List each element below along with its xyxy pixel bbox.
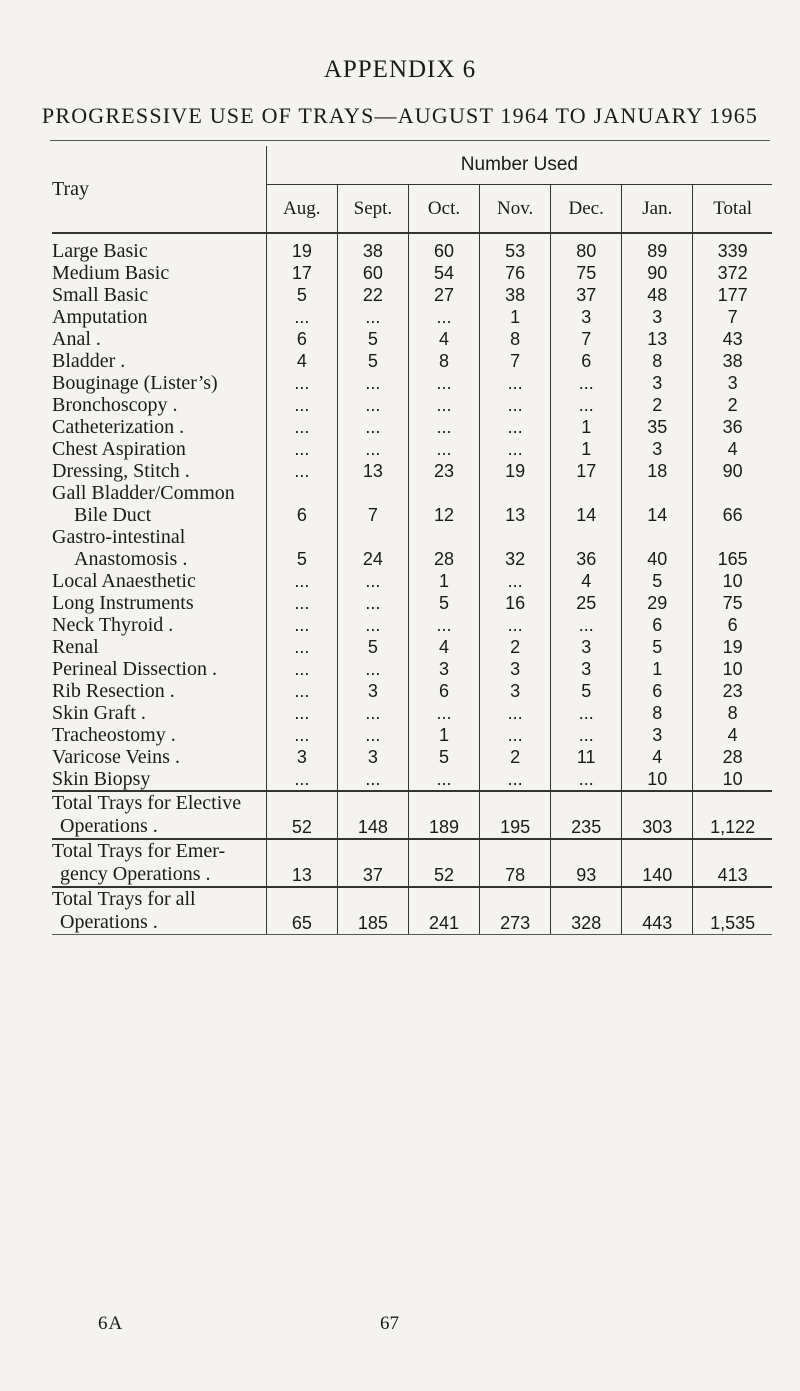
summary-label-line: Total Trays for Emer-	[52, 840, 226, 862]
tray-name: Tracheostomy .	[52, 724, 266, 746]
count-cell: ...	[408, 306, 479, 328]
count-cell: 6	[622, 680, 693, 702]
tray-name: Gastro-intestinal	[52, 526, 266, 548]
count-cell: ...	[551, 614, 622, 636]
count-cell: 28	[408, 548, 479, 570]
count-cell: 16	[480, 592, 551, 614]
count-cell: ...	[337, 416, 408, 438]
count-cell: ...	[408, 416, 479, 438]
count-cell: 5	[337, 636, 408, 658]
count-cell: ...	[337, 306, 408, 328]
count-cell: 3	[622, 306, 693, 328]
count-cell: 13	[622, 328, 693, 350]
table-row	[52, 526, 772, 548]
count-cell: ...	[337, 570, 408, 592]
count-cell: 5	[266, 284, 337, 306]
count-cell: ...	[266, 724, 337, 746]
month-header: Nov.	[480, 185, 551, 233]
count-cell: 32	[480, 548, 551, 570]
summary-count-cell: 52	[408, 839, 479, 887]
table-row	[52, 504, 772, 526]
count-cell: 8	[408, 350, 479, 372]
count-cell: ...	[551, 702, 622, 724]
summary-row	[52, 839, 772, 887]
month-header: Oct.	[408, 185, 479, 233]
count-cell: 4	[622, 746, 693, 768]
table-row	[52, 746, 772, 768]
number-used-header: Number Used	[266, 146, 772, 185]
count-cell: 1	[408, 570, 479, 592]
count-cell: 3	[551, 306, 622, 328]
count-cell: 76	[480, 262, 551, 284]
count-cell: ...	[480, 614, 551, 636]
count-cell: 1	[408, 724, 479, 746]
count-cell: 10	[722, 659, 743, 679]
appendix-heading: APPENDIX 6	[323, 56, 477, 83]
tray-column-header: Tray	[52, 146, 266, 233]
month-header: Total	[693, 185, 772, 233]
count-cell: ...	[480, 416, 551, 438]
count-cell	[266, 482, 337, 504]
count-cell: 23	[408, 460, 479, 482]
count-cell	[551, 526, 622, 548]
table-row	[52, 416, 772, 438]
count-cell: ...	[408, 768, 479, 791]
count-cell: 43	[722, 329, 743, 349]
count-cell: 7	[727, 307, 738, 327]
tray-name: Perineal Dissection .	[52, 658, 266, 680]
count-cell: 4	[408, 328, 479, 350]
count-cell: 4	[408, 636, 479, 658]
table-row	[52, 306, 772, 328]
summary-count-cell: 65	[266, 887, 337, 935]
tray-name: Bronchoscopy .	[52, 394, 266, 416]
count-cell: ...	[266, 636, 337, 658]
summary-label-line: Operations .	[60, 815, 158, 837]
count-cell	[480, 526, 551, 548]
tray-name: Varicose Veins .	[52, 746, 266, 768]
summary-count-cell: 241	[408, 887, 479, 935]
count-cell: 25	[551, 592, 622, 614]
count-cell: 2	[622, 394, 693, 416]
count-cell: ...	[266, 570, 337, 592]
count-cell: 3	[337, 680, 408, 702]
count-cell: 5	[551, 680, 622, 702]
count-cell: ...	[408, 372, 479, 394]
count-cell: 38	[722, 351, 743, 371]
tray-name: Skin Biopsy	[52, 768, 266, 791]
count-cell: 5	[337, 350, 408, 372]
count-cell: ...	[266, 658, 337, 680]
count-cell	[337, 526, 408, 548]
month-header: Dec.	[551, 185, 622, 233]
count-cell: ...	[480, 438, 551, 460]
tray-name: Renal	[52, 636, 266, 658]
count-cell: ...	[337, 372, 408, 394]
count-cell: 11	[551, 746, 622, 768]
count-cell: 4	[727, 439, 738, 459]
summary-count-cell: 328	[551, 887, 622, 935]
tray-name: Rib Resection .	[52, 680, 266, 702]
month-header: Jan.	[622, 185, 693, 233]
summary-count-cell: 273	[480, 887, 551, 935]
count-cell: 10	[622, 768, 693, 791]
table-row	[52, 328, 772, 350]
count-cell: 10	[722, 769, 743, 789]
count-cell: 4	[266, 350, 337, 372]
table-row	[52, 548, 772, 570]
table-row	[52, 768, 772, 791]
summary-count-cell: 195	[480, 791, 551, 839]
count-cell: 8	[622, 702, 693, 724]
count-cell: 1	[551, 416, 622, 438]
count-cell	[408, 482, 479, 504]
count-cell: 165	[717, 549, 748, 569]
summary-row	[52, 887, 772, 935]
count-cell: ...	[337, 768, 408, 791]
count-cell: 89	[622, 233, 693, 262]
tray-name: Bladder .	[52, 350, 266, 372]
tray-name: Catheterization .	[52, 416, 266, 438]
month-header: Aug.	[266, 185, 337, 233]
month-header: Sept.	[337, 185, 408, 233]
tray-name: Amputation	[52, 306, 266, 328]
summary-count-cell: 443	[622, 887, 693, 935]
count-cell	[622, 526, 693, 548]
count-cell: ...	[551, 768, 622, 791]
count-cell: ...	[408, 614, 479, 636]
count-cell: 3	[551, 658, 622, 680]
count-cell: 8	[622, 350, 693, 372]
table-row	[52, 614, 772, 636]
count-cell: ...	[266, 592, 337, 614]
count-cell: 3	[622, 438, 693, 460]
count-cell: 3	[408, 658, 479, 680]
table-row	[52, 233, 772, 262]
summary-count-cell: 1,535	[693, 887, 772, 935]
count-cell: 35	[622, 416, 693, 438]
count-cell: 3	[622, 724, 693, 746]
count-cell: 60	[408, 233, 479, 262]
count-cell	[266, 526, 337, 548]
count-cell: 19	[722, 637, 743, 657]
count-cell: 24	[337, 548, 408, 570]
count-cell: 23	[722, 681, 743, 701]
count-cell: 13	[480, 504, 551, 526]
count-cell: 339	[717, 241, 748, 261]
count-cell: 3	[727, 373, 738, 393]
count-cell: ...	[266, 702, 337, 724]
tray-name: Bouginage (Lister’s)	[52, 372, 266, 394]
count-cell: ...	[337, 394, 408, 416]
count-cell: 19	[266, 233, 337, 262]
count-cell: 6	[551, 350, 622, 372]
count-cell: 7	[551, 328, 622, 350]
summary-count-cell: 1,122	[693, 791, 772, 839]
count-cell: 3	[622, 372, 693, 394]
count-cell: 36	[722, 417, 743, 437]
count-cell: 37	[551, 284, 622, 306]
count-cell: 90	[622, 262, 693, 284]
count-cell: ...	[480, 570, 551, 592]
count-cell: 3	[337, 746, 408, 768]
count-cell: ...	[480, 724, 551, 746]
count-cell: ...	[551, 372, 622, 394]
count-cell: 17	[551, 460, 622, 482]
count-cell: 90	[722, 461, 743, 481]
count-cell: 7	[337, 504, 408, 526]
tray-name: Skin Graft .	[52, 702, 266, 724]
count-cell: ...	[408, 394, 479, 416]
summary-label	[52, 791, 266, 839]
count-cell: ...	[266, 394, 337, 416]
count-cell: ...	[551, 394, 622, 416]
count-cell: ...	[337, 658, 408, 680]
count-cell: ...	[266, 372, 337, 394]
count-cell: 6	[266, 504, 337, 526]
count-cell: ...	[551, 724, 622, 746]
count-cell: ...	[266, 306, 337, 328]
table-row	[52, 592, 772, 614]
table-row	[52, 724, 772, 746]
count-cell	[337, 482, 408, 504]
tray-name: Anal .	[52, 328, 266, 350]
count-cell: ...	[480, 768, 551, 791]
count-cell: 5	[622, 570, 693, 592]
count-cell: 28	[722, 747, 743, 767]
summary-count-cell: 413	[693, 839, 772, 887]
count-cell: 8	[727, 703, 738, 723]
tray-name: Anastomosis .	[52, 548, 266, 570]
count-cell: 3	[480, 680, 551, 702]
summary-label-line: Total Trays for all	[52, 888, 196, 910]
tray-name: Gall Bladder/Common	[52, 482, 266, 504]
summary-label	[52, 839, 266, 887]
page-number: 67	[380, 1313, 399, 1334]
count-cell: 80	[551, 233, 622, 262]
summary-label-line: gency Operations .	[60, 863, 211, 885]
summary-count-cell: 93	[551, 839, 622, 887]
count-cell: 3	[480, 658, 551, 680]
count-cell: 36	[551, 548, 622, 570]
count-cell: 6	[727, 615, 738, 635]
summary-label-line: Total Trays for Elective	[52, 792, 242, 814]
tray-usage-table	[52, 146, 772, 935]
count-cell: 372	[717, 263, 748, 283]
count-cell: 38	[337, 233, 408, 262]
count-cell: 18	[622, 460, 693, 482]
tray-rows	[52, 233, 772, 935]
summary-label-line: Operations .	[60, 911, 158, 933]
count-cell: ...	[480, 372, 551, 394]
table-row	[52, 460, 772, 482]
tray-name: Chest Aspiration	[52, 438, 266, 460]
count-cell	[693, 482, 772, 504]
count-cell: 1	[551, 438, 622, 460]
tray-name: Small Basic	[52, 284, 266, 306]
tray-name: Large Basic	[52, 233, 266, 262]
count-cell: 2	[480, 636, 551, 658]
count-cell: 22	[337, 284, 408, 306]
count-cell: 3	[551, 636, 622, 658]
count-cell: 5	[622, 636, 693, 658]
summary-label	[52, 887, 266, 935]
count-cell: 48	[622, 284, 693, 306]
count-cell	[693, 526, 772, 548]
summary-count-cell: 185	[337, 887, 408, 935]
summary-count-cell: 52	[266, 791, 337, 839]
count-cell: 10	[722, 571, 743, 591]
count-cell: 7	[480, 350, 551, 372]
count-cell: ...	[266, 416, 337, 438]
count-cell: 53	[480, 233, 551, 262]
count-cell	[622, 482, 693, 504]
tray-name: Neck Thyroid .	[52, 614, 266, 636]
count-cell: 6	[408, 680, 479, 702]
tray-name: Local Anaesthetic	[52, 570, 266, 592]
table-row	[52, 350, 772, 372]
count-cell: 66	[722, 505, 743, 525]
table-row	[52, 658, 772, 680]
table-row	[52, 284, 772, 306]
count-cell	[551, 482, 622, 504]
summary-row	[52, 791, 772, 839]
footer-code: 6A	[98, 1313, 124, 1334]
summary-count-cell: 37	[337, 839, 408, 887]
count-cell: ...	[266, 680, 337, 702]
table-row	[52, 482, 772, 504]
count-cell: ...	[408, 702, 479, 724]
count-cell: ...	[266, 768, 337, 791]
count-cell: 54	[408, 262, 479, 284]
count-cell: 12	[408, 504, 479, 526]
count-cell: 6	[622, 614, 693, 636]
tray-name: Bile Duct	[52, 504, 266, 526]
count-cell: 27	[408, 284, 479, 306]
summary-count-cell: 148	[337, 791, 408, 839]
count-cell: 1	[622, 658, 693, 680]
count-cell	[408, 526, 479, 548]
table-row	[52, 438, 772, 460]
count-cell: 2	[480, 746, 551, 768]
count-cell: ...	[480, 702, 551, 724]
count-cell: 6	[266, 328, 337, 350]
count-cell: ...	[266, 438, 337, 460]
count-cell: 5	[337, 328, 408, 350]
tray-name: Long Instruments	[52, 592, 266, 614]
count-cell: ...	[266, 460, 337, 482]
count-cell: ...	[266, 614, 337, 636]
count-cell: ...	[337, 592, 408, 614]
count-cell: ...	[337, 702, 408, 724]
count-cell: 14	[622, 504, 693, 526]
count-cell: 75	[551, 262, 622, 284]
count-cell: ...	[480, 394, 551, 416]
table-title: PROGRESSIVE USE OF TRAYS—AUGUST 1964 TO JANUARY 1965	[41, 103, 759, 128]
count-cell	[480, 482, 551, 504]
count-cell: 3	[266, 746, 337, 768]
count-cell: 4	[727, 725, 738, 745]
top-rule	[50, 140, 770, 141]
count-cell: 5	[408, 592, 479, 614]
count-cell: 5	[266, 548, 337, 570]
tray-name: Dressing, Stitch .	[52, 460, 266, 482]
count-cell: 60	[337, 262, 408, 284]
count-cell: ...	[408, 438, 479, 460]
count-cell: 75	[722, 593, 743, 613]
tray-name: Medium Basic	[52, 262, 266, 284]
table-row	[52, 636, 772, 658]
count-cell: 1	[480, 306, 551, 328]
count-cell: 29	[622, 592, 693, 614]
count-cell: 2	[727, 395, 738, 415]
table-row	[52, 394, 772, 416]
summary-count-cell: 13	[266, 839, 337, 887]
table-row	[52, 702, 772, 724]
summary-count-cell: 303	[622, 791, 693, 839]
count-cell: 40	[622, 548, 693, 570]
count-cell: 14	[551, 504, 622, 526]
count-cell: 17	[266, 262, 337, 284]
count-cell: 8	[480, 328, 551, 350]
count-cell: ...	[337, 614, 408, 636]
count-cell: 19	[480, 460, 551, 482]
summary-count-cell: 140	[622, 839, 693, 887]
count-cell: ...	[337, 438, 408, 460]
summary-count-cell: 235	[551, 791, 622, 839]
table-row	[52, 262, 772, 284]
count-cell: 4	[551, 570, 622, 592]
count-cell: 38	[480, 284, 551, 306]
table-row	[52, 372, 772, 394]
count-cell: 13	[337, 460, 408, 482]
summary-count-cell: 78	[480, 839, 551, 887]
count-cell: 5	[408, 746, 479, 768]
table-row	[52, 570, 772, 592]
summary-count-cell: 189	[408, 791, 479, 839]
table-row	[52, 680, 772, 702]
count-cell: 177	[717, 285, 748, 305]
count-cell: ...	[337, 724, 408, 746]
